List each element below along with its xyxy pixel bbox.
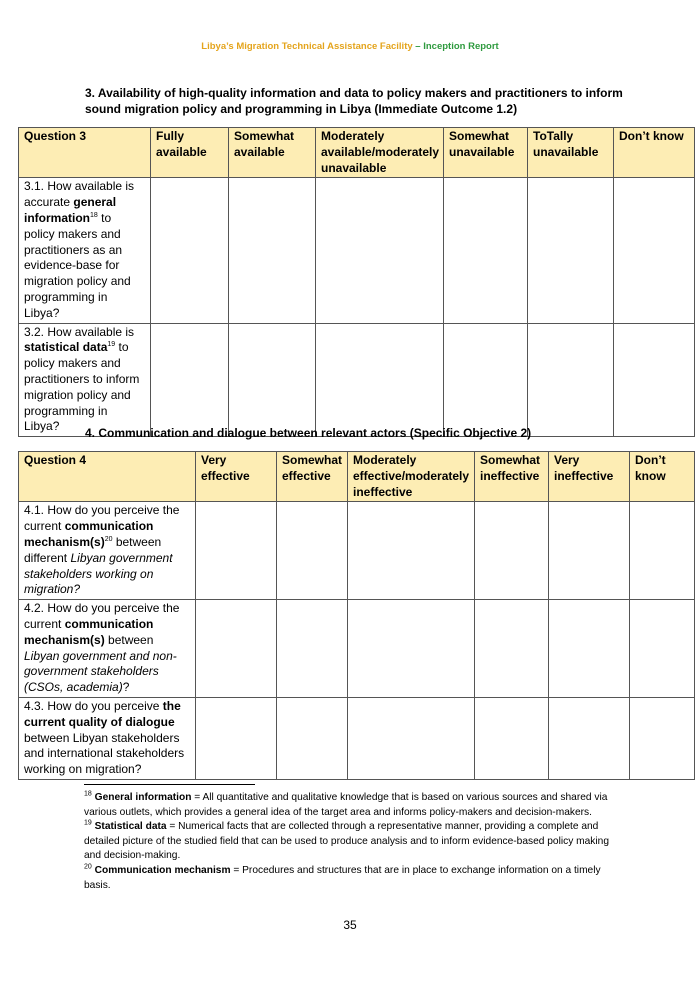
answer-cell-moderately[interactable] xyxy=(316,178,444,323)
table-row xyxy=(19,178,695,323)
answer-cell-somewhat-available[interactable] xyxy=(229,323,316,437)
answer-cell-very-ineffective[interactable] xyxy=(549,600,630,698)
answer-cell-dont-know[interactable] xyxy=(614,323,695,437)
column-header: Moderately effective/moderately ineffective xyxy=(348,452,475,502)
key-term: communication mechanism(s) xyxy=(24,519,154,549)
footnotes xyxy=(84,791,614,893)
column-header: Somewhat available xyxy=(229,128,316,178)
answer-cell-somewhat-unavailable[interactable] xyxy=(444,323,528,437)
column-header: Somewhat ineffective xyxy=(475,452,549,502)
answer-cell-very-ineffective[interactable] xyxy=(549,697,630,779)
answer-cell-very-effective[interactable] xyxy=(196,502,277,600)
section-3-title-line-2: sound migration policy and programming in Libya (Immediate Outcome 1.2) xyxy=(85,102,518,116)
table-row xyxy=(19,502,695,600)
question-4-3: 4.3. How do you perceive the current quality of dialogue between Libyan stakeholders and international stakeholders working on migration? xyxy=(19,697,196,779)
answer-cell-somewhat-effective[interactable] xyxy=(277,502,348,600)
footnote-number: 19 xyxy=(84,819,92,827)
table-header-row xyxy=(19,128,695,178)
footnote-divider xyxy=(84,784,255,785)
column-header: Fully available xyxy=(151,128,229,178)
answer-cell-totally-unavailable[interactable] xyxy=(528,323,614,437)
footnote-ref: 20 xyxy=(104,535,113,543)
answer-cell-moderately[interactable] xyxy=(348,502,475,600)
column-header: Very ineffective xyxy=(549,452,630,502)
header-report-name: Inception Report xyxy=(423,41,499,52)
section-3-title-line-1: 3. Availability of high-quality information and data to policy makers and practitioners to inform xyxy=(85,86,623,100)
table-row xyxy=(19,697,695,779)
answer-cell-fully-available[interactable] xyxy=(151,178,229,323)
answer-cell-somewhat-ineffective[interactable] xyxy=(475,600,549,698)
footnote xyxy=(84,864,614,893)
answer-cell-dont-know[interactable] xyxy=(630,600,695,698)
column-header: Question 3 xyxy=(19,128,151,178)
answer-cell-totally-unavailable[interactable] xyxy=(528,178,614,323)
column-header: Somewhat unavailable xyxy=(444,128,528,178)
table-row xyxy=(19,600,695,698)
key-term: communication mechanism(s) xyxy=(24,616,154,647)
answer-cell-very-ineffective[interactable] xyxy=(549,502,630,600)
footnote-term: General information xyxy=(94,792,192,803)
column-header: Question 4 xyxy=(19,452,196,502)
question-3-1: 3.1. How available is accurate general information$^{18}$ to policy makers and practitioners as an evidence-base for migration policy and programming in Libya? xyxy=(19,178,151,323)
answer-cell-fully-available[interactable] xyxy=(151,323,229,437)
answer-cell-moderately[interactable] xyxy=(316,323,444,437)
answer-cell-dont-know[interactable] xyxy=(630,502,695,600)
footnote xyxy=(84,791,614,820)
header-separator: – xyxy=(412,41,424,52)
answer-cell-moderately[interactable] xyxy=(348,697,475,779)
footnote-ref: 19 xyxy=(107,341,116,349)
answer-cell-somewhat-ineffective[interactable] xyxy=(475,502,549,600)
key-term: general information xyxy=(24,195,117,225)
running-header xyxy=(0,41,700,52)
footnote-ref: 18 xyxy=(90,211,98,219)
question-4-1: 4.1. How do you perceive the current communication $mechanism(s)^{20}$ between different Libyan government stakeholders working on migration? xyxy=(19,502,196,600)
footnote-term: Communication mechanism xyxy=(94,864,231,876)
question-4-2: 4.2. How do you perceive the current communication mechanism(s) between Libyan government and non-government stakeholders (CSOs, academia)? xyxy=(19,600,196,698)
page-number: 35 xyxy=(343,918,357,932)
table-header-row xyxy=(19,452,695,502)
answer-cell-somewhat-unavailable[interactable] xyxy=(444,178,528,323)
column-header: Don’t know xyxy=(630,452,695,502)
key-term: statistical data xyxy=(24,340,108,355)
footnote-number: 20 xyxy=(84,863,92,871)
answer-cell-somewhat-available[interactable] xyxy=(229,178,316,323)
section-4-title: 4. Communication and dialogue between relevant actors (Specific Objective 2) xyxy=(85,426,532,440)
answer-cell-very-effective[interactable] xyxy=(196,697,277,779)
answer-cell-dont-know[interactable] xyxy=(614,178,695,323)
section-3-title xyxy=(85,85,645,117)
footnote xyxy=(84,820,614,864)
column-header: Moderately available/moderately unavailable xyxy=(316,128,444,178)
answer-cell-somewhat-ineffective[interactable] xyxy=(475,697,549,779)
answer-cell-somewhat-effective[interactable] xyxy=(277,600,348,698)
answer-cell-moderately[interactable] xyxy=(348,600,475,698)
answer-cell-somewhat-effective[interactable] xyxy=(277,697,348,779)
column-header: Very effective xyxy=(196,452,277,502)
key-term: the current quality of dialogue xyxy=(24,698,181,729)
question-3-table xyxy=(18,127,695,437)
column-header: Somewhat effective xyxy=(277,452,348,502)
footnote-text: = Numerical facts that are collected through a representative manner, providing a complete and detailed picture of the studied field that can be used to produce analysis and to inform evidence-based policy making and decision-making. xyxy=(84,821,609,862)
footnote-text: = Procedures and structures that are in place to exchange information on a timely basis. xyxy=(84,864,601,891)
header-title: Libya’s Migration Technical Assistance Facility xyxy=(201,41,413,52)
footnote-text: = All quantitative and qualitative knowledge that is based on various sources and shared via various outlets, which provides a general idea of the target area and informs policy-makers and decision-makers. xyxy=(84,792,608,818)
question-3-2: 3.2. How available is statistical data$^{19}$ to policy makers and practitioners to inform migration policy and programming in Libya? xyxy=(19,323,151,437)
footnote-term: Statistical data xyxy=(94,821,167,833)
answer-cell-very-effective[interactable] xyxy=(196,600,277,698)
footnote-number: 18 xyxy=(84,790,92,798)
question-4-table xyxy=(18,451,695,780)
column-header: Don’t know xyxy=(614,128,695,178)
column-header: ToTally unavailable xyxy=(528,128,614,178)
answer-cell-dont-know[interactable] xyxy=(630,697,695,779)
table-row xyxy=(19,323,695,437)
